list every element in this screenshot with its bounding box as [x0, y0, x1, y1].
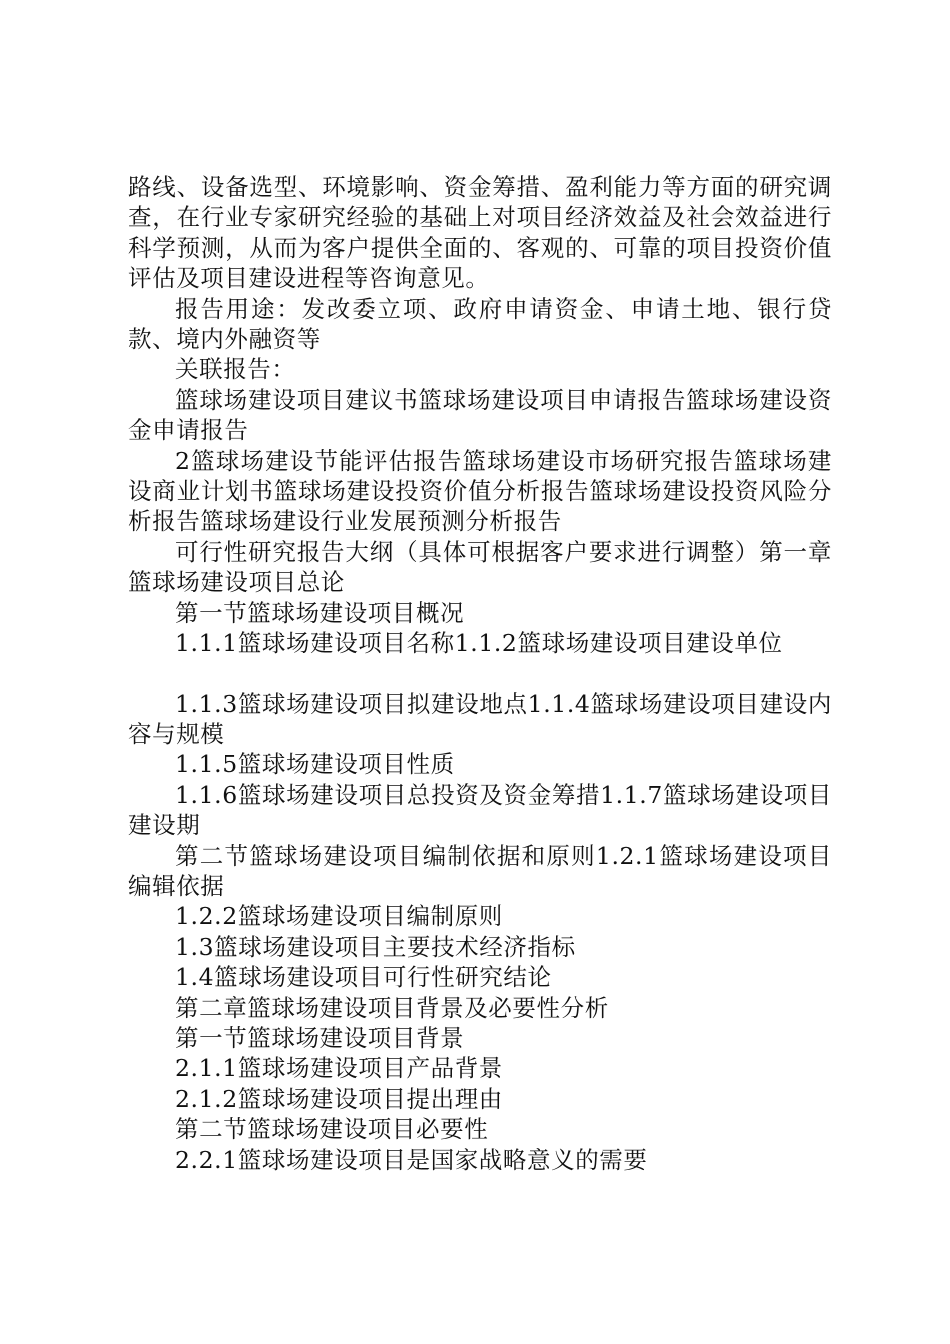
outline-item-1-1-5: 1.1.5篮球场建设项目性质 [175, 750, 455, 779]
paragraph-intro-continuation: 路线、设备选型、环境影响、资金筹措、盈利能力等方面的研究调查，在行业专家研究经验的基础上对项目经济效益及社会效益进行科学预测，从而为客户提供全面的、客观的、可靠的项目投资价值评估及项目建设进程等咨询意见。 [128, 173, 832, 293]
paragraph-related-reports-heading: 关联报告： [175, 355, 296, 384]
paragraph-report-usage: 报告用途：发改委立项、政府申请资金、申请土地、银行贷款、境内外融资等 [128, 294, 832, 354]
outline-section-1-1: 第一节篮球场建设项目概况 [175, 598, 465, 627]
outline-item-2-1-1: 2.1.1篮球场建设项目产品背景 [175, 1054, 503, 1083]
outline-item-2-2-1: 2.2.1篮球场建设项目是国家战略意义的需要 [175, 1145, 648, 1174]
outline-section-1-2: 第二节篮球场建设项目编制依据和原则1.2.1篮球场建设项目编辑依据 [128, 841, 832, 900]
outline-item-1-2-2: 1.2.2篮球场建设项目编制原则 [175, 902, 503, 931]
paragraph-outline-chapter-1: 可行性研究报告大纲（具体可根据客户要求进行调整）第一章篮球场建设项目总论 [128, 537, 832, 597]
outline-item-1-3: 1.3篮球场建设项目主要技术经济指标 [175, 932, 576, 961]
paragraph-related-reports-1: 篮球场建设项目建议书篮球场建设项目申请报告篮球场建设资金申请报告 [128, 385, 832, 445]
outline-section-2-2: 第二节篮球场建设项目必要性 [175, 1115, 489, 1144]
outline-item-1-1-1: 1.1.1篮球场建设项目名称1.1.2篮球场建设项目建设单位 [175, 629, 783, 658]
paragraph-related-reports-2: 2篮球场建设节能评估报告篮球场建设市场研究报告篮球场建设商业计划书篮球场建设投资价值分析报告篮球场建设投资风险分析报告篮球场建设行业发展预测分析报告 [128, 446, 832, 536]
outline-item-1-4: 1.4篮球场建设项目可行性研究结论 [175, 963, 552, 992]
outline-section-2-1: 第一节篮球场建设项目背景 [175, 1023, 465, 1052]
outline-chapter-2: 第二章篮球场建设项目背景及必要性分析 [175, 993, 609, 1022]
outline-item-1-1-3: 1.1.3篮球场建设项目拟建设地点1.1.4篮球场建设项目建设内容与规模 [128, 689, 832, 748]
outline-item-1-1-6: 1.1.6篮球场建设项目总投资及资金筹措1.1.7篮球场建设项目建设期 [128, 780, 832, 840]
outline-item-2-1-2: 2.1.2篮球场建设项目提出理由 [175, 1084, 503, 1113]
document-body [128, 172, 832, 1175]
